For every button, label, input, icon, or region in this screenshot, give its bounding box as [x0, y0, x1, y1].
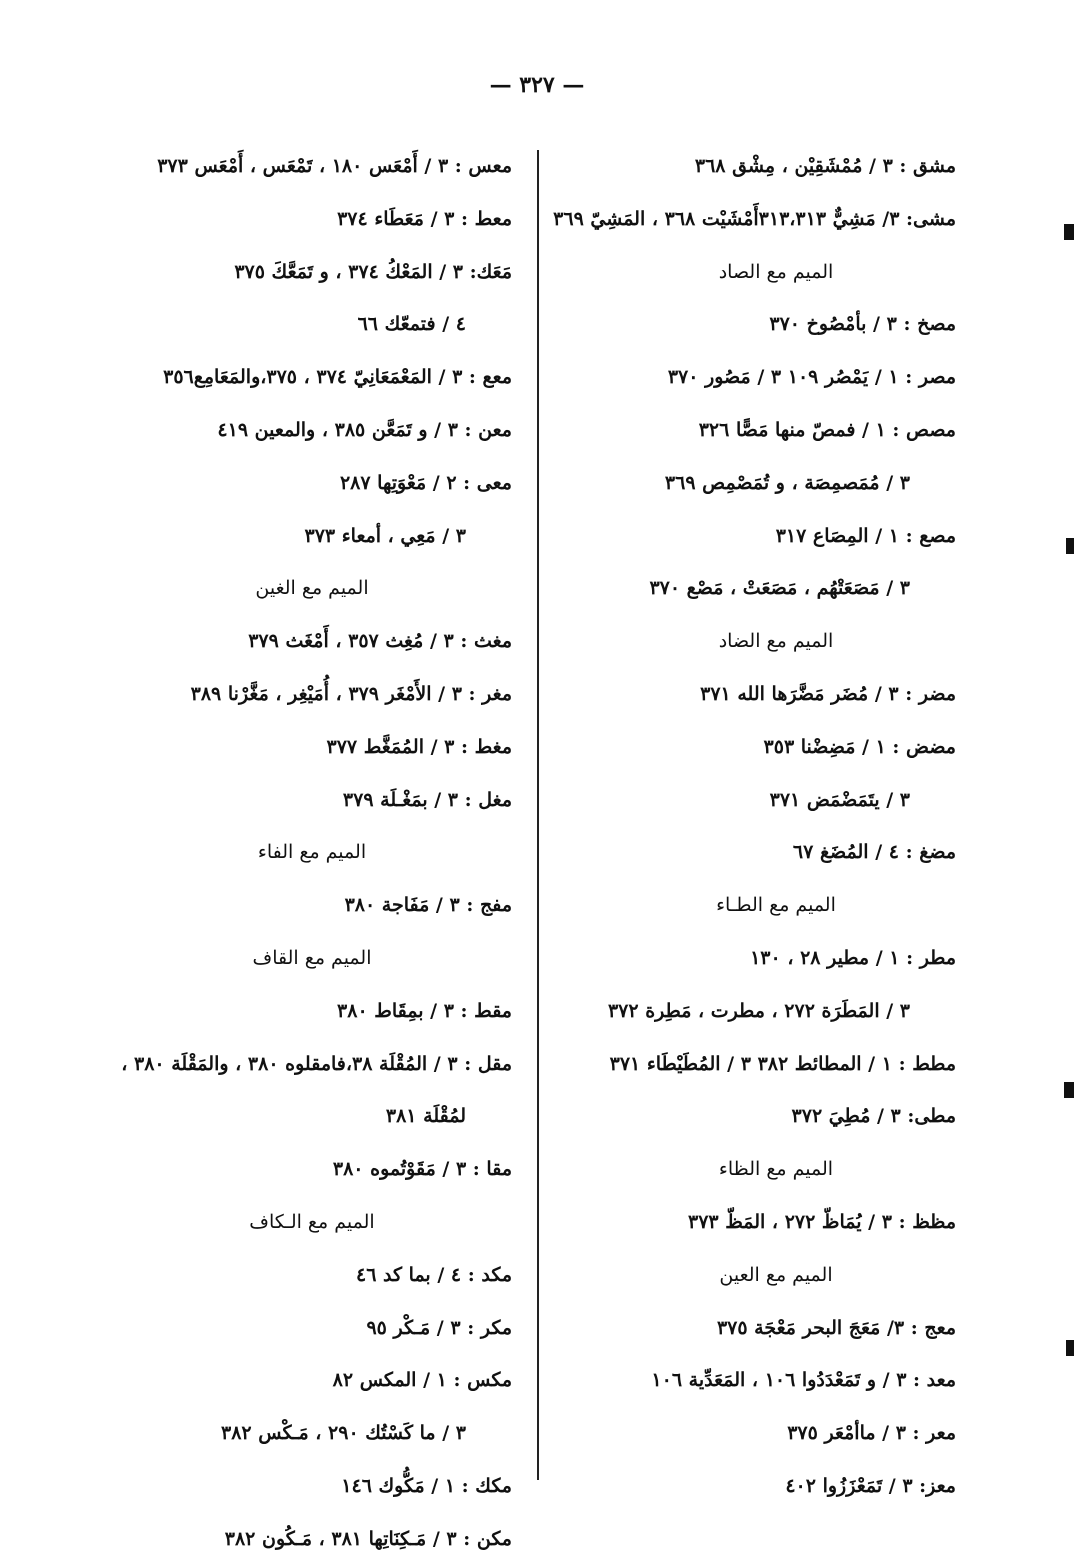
index-entry: مغث : ٣ / مُغِث ٣٥٧ ، أَمْغَث ٣٧٩ [248, 630, 512, 653]
index-entry: مصع : ١ / المِصَاع ٣١٧ [775, 524, 956, 547]
index-entry: معز: ٣ / تَمَعْزَزُوا ٤٠٢ [785, 1474, 956, 1497]
index-entry: معج : ٣/ مَعَجَ البحر مَعْجَة ٣٧٥ [716, 1316, 956, 1339]
section-heading: الميم مع الظاء [718, 1158, 834, 1181]
section-heading: الميم مع الصاد [718, 260, 834, 283]
index-entry: مغل : ٣ / بمَغْـلَة ٣٧٩ [342, 788, 512, 811]
entry-continuation: ٣ / يتَمَضْمَض ٣٧١ [769, 788, 910, 811]
left-column [52, 140, 512, 1566]
index-entry: مكد : ٤ / بما كد ٤٦ [355, 1263, 512, 1286]
index-entry: مكر : ٣ / مَـكْر ٩٥ [366, 1316, 512, 1339]
section-heading: الميم مع الـكاف [249, 1210, 375, 1233]
index-entry: مكن : ٣ / مَـكِنَاتِها ٣٨١ ، مَـكُون ٣٨٢ [224, 1527, 512, 1550]
index-entry: مضغ : ٤ / المُضَغ ٦٧ [792, 841, 956, 864]
scan-mark [1064, 224, 1074, 240]
index-entry: مصص : ١ / فمصّ منها مَصًّا ٣٢٦ [698, 418, 956, 441]
section-heading: الميم مع العين [719, 1263, 833, 1286]
index-entry: مفج : ٣ / مَفَاجة ٣٨٠ [344, 894, 512, 917]
entry-continuation: ٣ / المَطَرَة ٢٧٢ ، مطرت ، مَطِرة ٣٧٢ [607, 999, 910, 1022]
index-entry: معس : ٣ / أَمْعَس ١٨٠ ، تَمْعَس ، أَمْعَس ٣٧٣ [157, 155, 512, 177]
section-heading: الميم مع الضاد [718, 630, 834, 653]
index-entry: مكك : ١ / مَكُّوك ١٤٦ [341, 1474, 512, 1497]
entry-continuation: ٤ / فتمعّك ٦٦ [357, 313, 466, 336]
scan-mark [1064, 1082, 1074, 1098]
index-entry: مطط : ١ / المطائط ٣٨٢ ٣ / المُطَيْطَاء ٣٧١ [609, 1052, 956, 1075]
index-entry: معط : ٣ / مَعَطَاء ٣٧٤ [337, 207, 512, 230]
entry-continuation: ٣ / مُمَصمِصَة ، و تُمَصْمِص ٣٦٩ [664, 471, 910, 494]
index-entry: مقل : ٣ / المُقْلَة ٣٨،فامقلوه ٣٨٠ ، والمَقْلَة ٣٨٠ ، [121, 1052, 512, 1075]
index-entry: مكس : ١ / المكس ٨٢ [332, 1369, 512, 1392]
index-entry: مشق : ٣ / مُمْشَقِيْن ، مِشْق ٣٦٨ [694, 155, 956, 177]
index-entry: مظظ : ٣ / يُمَاظّ ٢٧٢ ، المَظّ ٣٧٣ [687, 1210, 956, 1233]
index-entry: معر : ٣ / ماأمْعَر ٣٧٥ [787, 1422, 956, 1445]
right-column [536, 140, 956, 1513]
entry-continuation: لمُقْلَة ٣٨١ [385, 1105, 466, 1128]
entry-continuation: ٣ / مَصَعَتْهُم ، مَصَعَتْ ، مَصْع ٣٧٠ [649, 577, 910, 600]
page-number: — ٣٢٧ — [489, 72, 585, 98]
index-entry: مقا : ٣ / مَقَوْتُموه ٣٨٠ [332, 1158, 512, 1181]
scan-mark [1066, 538, 1074, 554]
section-heading: الميم مع الطـاء [716, 894, 836, 917]
index-entry: معد : ٣ / و تَمَعْدَدُوا ١٠٦ ، المَعَدِّية ١٠٦ [651, 1369, 956, 1392]
index-entry: معن : ٣ / و تَمَعَّن ٣٨٥ ، والمعين ٤١٩ [217, 418, 512, 441]
index-entry: معى : ٢ / مَعْوَتِها ٢٨٧ [339, 471, 512, 494]
index-entry: مغر : ٣ / الأَمْغَر ٣٧٩ ، أُمَيْغِر ، مَغَّرْنا ٣٨٩ [190, 682, 512, 705]
index-entry: مَعَك: ٣ / المَعْكُ ٣٧٤ ، و تَمَعَّكَ ٣٧٥ [234, 260, 512, 283]
index-entry: مطى: ٣ / مُطِيَ ٣٧٢ [791, 1105, 956, 1128]
section-heading: الميم مع الفاء [257, 841, 367, 864]
index-entry: مقط : ٣ / بمِقَاط ٣٨٠ [337, 999, 512, 1022]
index-entry: مشى: ٣/ مَشِيٌّ ٣١٣،٣١٣أَمْشَيْت ٣٦٨ ، المَشِيّ ٣٦٩ [553, 207, 956, 230]
section-heading: الميم مع القاف [252, 946, 372, 969]
index-entry: مغط : ٣ / المُمَغَّط ٣٧٧ [326, 735, 512, 758]
index-entry: مضض : ١ / مَضِضْنا ٣٥٣ [763, 735, 956, 758]
entry-continuation: ٣ / مَعِي ، أمعاء ٣٧٣ [304, 524, 466, 547]
scan-mark [1066, 1340, 1074, 1356]
index-entry: مصخ : ٣ / بأمْصُوخ ٣٧٠ [769, 313, 956, 336]
section-heading: الميم مع الغين [255, 577, 369, 600]
index-entry: مطر : ١ / مطير ٢٨ ، ١٣٠ [750, 946, 956, 969]
index-entry: مصر : ١ / يَمْصُر ١٠٩ ٣ / مَصُور ٣٧٠ [667, 366, 956, 389]
index-entry: معع : ٣ / المَعْمَعَانِيّ ٣٧٤ ، ٣٧٥،والمَعَامِع٣٥٦ [163, 366, 512, 389]
entry-continuation: ٣ / ما كَسْتُك ٢٩٠ ، مَـكْس ٣٨٢ [220, 1422, 466, 1445]
index-entry: مضر : ٣ / مُضَر مَضَّرَها الله ٣٧١ [700, 682, 956, 705]
